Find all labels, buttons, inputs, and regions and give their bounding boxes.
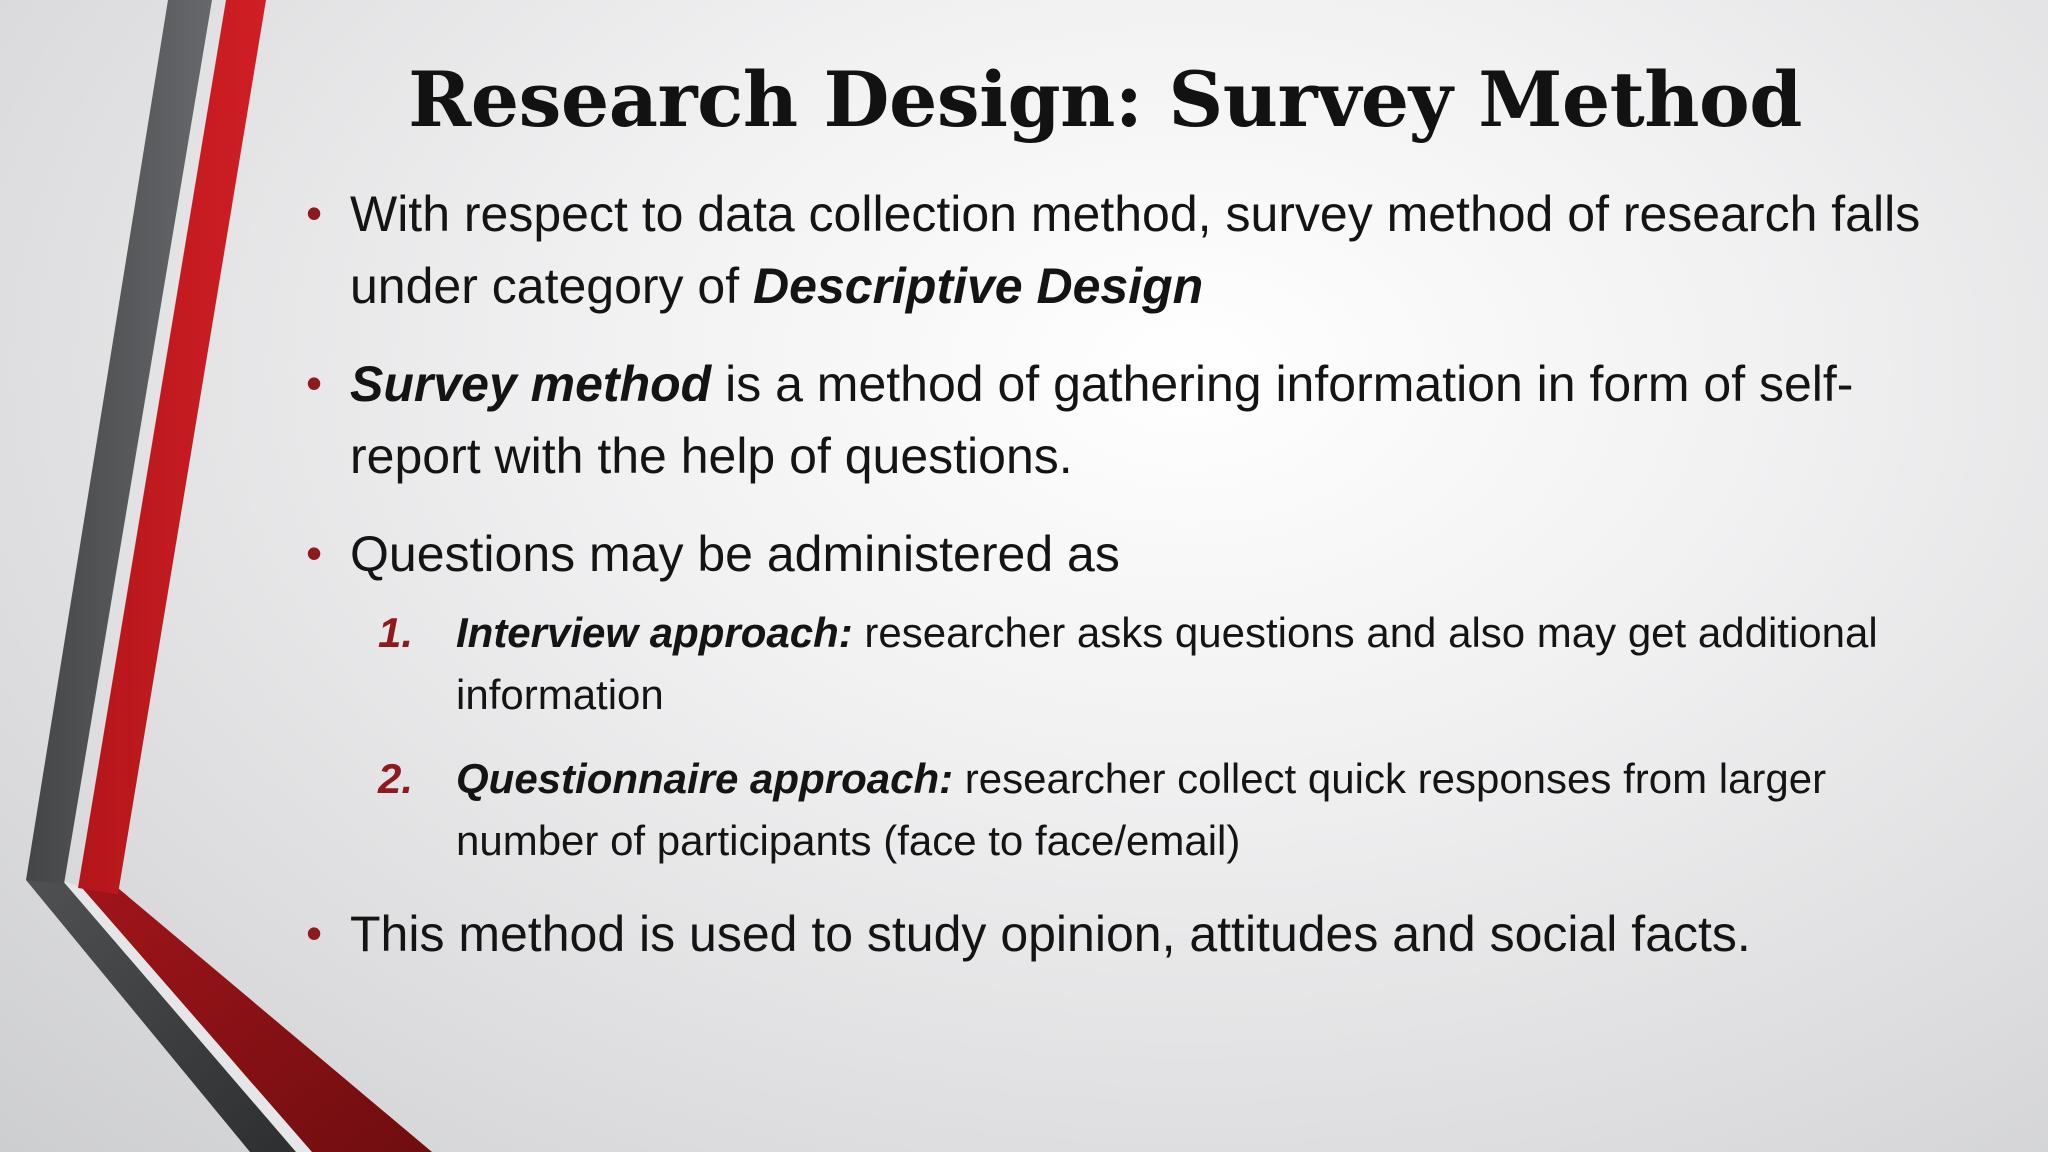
sub-item-term: Questionnaire approach: [456, 755, 954, 802]
bullet-item [300, 898, 1980, 970]
numbered-sub-list [350, 602, 1980, 872]
bullet-emphasis: Descriptive Design [753, 258, 1204, 314]
sub-list-item [350, 602, 1980, 726]
sub-item-text: researcher collect quick responses from larger number of participants (face to face/email) [456, 755, 1827, 864]
bullet-lead-term: Survey method [350, 356, 712, 412]
bullet-item [300, 518, 1980, 872]
bullet-item [300, 348, 1980, 492]
bullet-text: With respect to data collection method, survey method of research falls under category of [350, 186, 1921, 314]
bullet-marker: • [306, 907, 323, 959]
bullet-marker: • [306, 527, 323, 579]
sub-item-text: researcher asks questions and also may get additional information [456, 609, 1878, 718]
bullet-item [300, 178, 1980, 322]
stripe-separator [62, 880, 312, 1152]
sub-item-number: 2. [378, 755, 414, 802]
bullet-text: Questions may be administered as [350, 526, 1120, 582]
slide-title: Research Design: Survey Method [408, 55, 1802, 144]
bullet-text: is a method of gathering information in form of self-report with the help of questions. [350, 356, 1854, 484]
sub-list-item [350, 748, 1980, 872]
bullet-marker: • [306, 357, 323, 409]
sub-item-number: 1. [378, 609, 414, 656]
bullet-marker: • [306, 187, 323, 239]
bullet-list [300, 178, 1980, 996]
sub-item-term: Interview approach: [456, 609, 853, 656]
bullet-text: This method is used to study opinion, attitudes and social facts. [350, 906, 1751, 962]
